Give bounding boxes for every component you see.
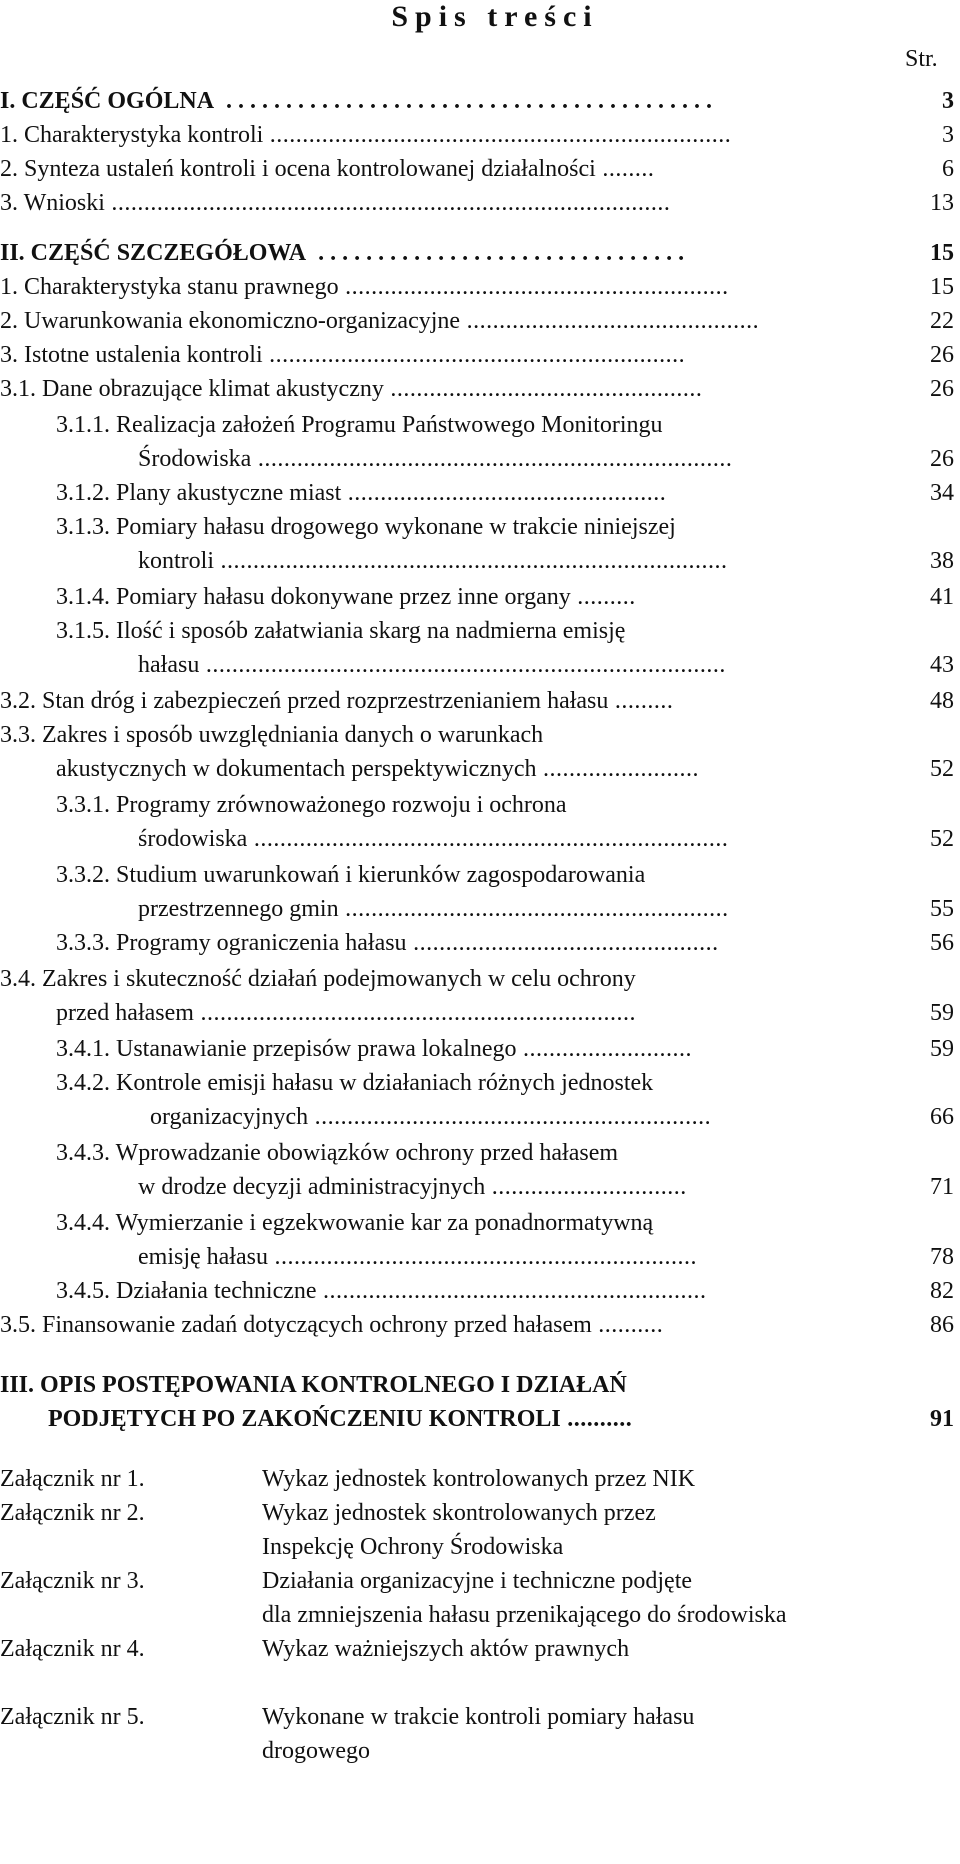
toc-entry bbox=[0, 338, 870, 372]
toc-entry bbox=[56, 614, 876, 648]
toc-entry-label: 3. Istotne ustalenia kontroli bbox=[0, 342, 263, 368]
toc-entry bbox=[0, 372, 870, 406]
toc-page-number: 43 bbox=[930, 652, 954, 678]
toc-page-number: 86 bbox=[930, 1312, 954, 1338]
toc-entry bbox=[0, 1368, 890, 1402]
toc-entry-label: przed hałasem bbox=[56, 1000, 194, 1026]
toc-entry-label: 3.1.3. Pomiary hałasu drogowego wykonane w trakcie niniejszej bbox=[56, 514, 676, 540]
toc-entry-label: środowiska bbox=[138, 826, 248, 852]
toc-entry bbox=[0, 118, 870, 152]
toc-entry bbox=[138, 442, 870, 476]
toc-entry bbox=[0, 152, 870, 186]
toc-leader-dots: ......................................... bbox=[214, 88, 719, 114]
toc-leader-dots: ......... bbox=[570, 584, 636, 610]
toc-page-number: 52 bbox=[930, 756, 954, 782]
toc-entry-label: 3.4.2. Kontrole emisji hałasu w działaniach różnych jednostek bbox=[56, 1070, 654, 1096]
attachment-description: Działania organizacyjne i techniczne podjęte bbox=[262, 1568, 693, 1594]
toc-entry-label: 3.1.5. Ilość i sposób załatwiania skarg na nadmierna emisję bbox=[56, 618, 626, 644]
toc-entry bbox=[56, 996, 870, 1030]
toc-entry bbox=[0, 186, 870, 220]
toc-entry bbox=[138, 892, 870, 926]
toc-entry bbox=[0, 962, 880, 996]
toc-entry-label: 3.4. Zakres i skuteczność działań podejmowanych w celu ochrony bbox=[0, 966, 636, 992]
toc-page-number: 22 bbox=[930, 308, 954, 334]
toc-page-number: 15 bbox=[930, 240, 954, 266]
toc-entry-label: 3.2. Stan dróg i zabezpieczeń przed rozprzestrzenianiem hałasu bbox=[0, 688, 609, 714]
toc-page-number: 13 bbox=[930, 190, 954, 216]
toc-leader-dots: .............................. bbox=[485, 1174, 687, 1200]
toc-entry-label: 3.1.4. Pomiary hałasu dokonywane przez inne organy bbox=[56, 584, 571, 610]
toc-entry-label: III. OPIS POSTĘPOWANIA KONTROLNEGO I DZIAŁAŃ bbox=[0, 1372, 627, 1398]
toc-entry bbox=[0, 718, 870, 752]
toc-entry-label: 3.3.1. Programy zrównoważonego rozwoju i ochrona bbox=[56, 792, 567, 818]
toc-entry-label: 3.3.2. Studium uwarunkowań i kierunków zagospodarowania bbox=[56, 862, 646, 888]
toc-entry bbox=[56, 1206, 876, 1240]
attachment-label: Załącznik nr 2. bbox=[0, 1500, 145, 1526]
toc-entry-label: 3.3.3. Programy ograniczenia hałasu bbox=[56, 930, 407, 956]
toc-entry-label: 2. Synteza ustaleń kontroli i ocena kontrolowanej działalności bbox=[0, 156, 596, 182]
toc-page-number: 48 bbox=[930, 688, 954, 714]
toc-entry-label: emisję hałasu bbox=[138, 1244, 268, 1270]
toc-entry-label: 3. Wnioski bbox=[0, 190, 105, 216]
attachment-label: Załącznik nr 5. bbox=[0, 1704, 145, 1730]
toc-leader-dots: ...................................................................................... bbox=[104, 190, 671, 216]
toc-entry-label: 3.1.2. Plany akustyczne miast bbox=[56, 480, 342, 506]
toc-entry-label: przestrzennego gmin bbox=[138, 896, 339, 922]
toc-entry-label: hałasu bbox=[138, 652, 200, 678]
toc-entry bbox=[150, 1100, 870, 1134]
toc-entry-label: I. CZĘŚĆ OGÓLNA bbox=[0, 88, 215, 114]
toc-page-number: 26 bbox=[930, 446, 954, 472]
toc-page-number: 26 bbox=[930, 376, 954, 402]
attachment-label: Załącznik nr 1. bbox=[0, 1466, 145, 1492]
toc-page-number: 59 bbox=[930, 1000, 954, 1026]
toc-entry bbox=[56, 752, 870, 786]
attachment-description: Wykaz jednostek kontrolowanych przez NIK bbox=[262, 1466, 696, 1492]
toc-entry bbox=[0, 84, 870, 118]
toc-page-number: 3 bbox=[942, 88, 954, 114]
toc-leader-dots: .......... bbox=[560, 1406, 633, 1432]
toc-entry bbox=[0, 236, 870, 270]
toc-entry bbox=[56, 1066, 876, 1100]
page-column-header: Str. bbox=[905, 46, 938, 72]
toc-leader-dots: ......................................................................... bbox=[247, 826, 729, 852]
toc-entry-label: 1. Charakterystyka stanu prawnego bbox=[0, 274, 339, 300]
toc-page-number: 41 bbox=[930, 584, 954, 610]
toc-entry bbox=[56, 926, 870, 960]
toc-entry-label: organizacyjnych bbox=[150, 1104, 309, 1130]
toc-page-number: 91 bbox=[930, 1406, 954, 1432]
toc-entry-label: 3.4.1. Ustanawianie przepisów prawa lokalnego bbox=[56, 1036, 517, 1062]
attachment-description: Wykaz ważniejszych aktów prawnych bbox=[262, 1636, 630, 1662]
toc-entry-label: Środowiska bbox=[138, 446, 252, 472]
toc-entry-label: 3.1.1. Realizacja założeń Programu Państwowego Monitoringu bbox=[56, 412, 663, 438]
attachment-description: drogowego bbox=[262, 1738, 370, 1764]
toc-leader-dots: ........................ bbox=[536, 756, 700, 782]
toc-entry bbox=[56, 580, 870, 614]
toc-leader-dots: ............................................. bbox=[460, 308, 760, 334]
toc-page-number: 26 bbox=[930, 342, 954, 368]
toc-page-number: 34 bbox=[930, 480, 954, 506]
toc-leader-dots: ....................................................................... bbox=[263, 122, 732, 148]
toc-leader-dots: ......................................................................... bbox=[251, 446, 733, 472]
toc-page-number: 15 bbox=[930, 274, 954, 300]
toc-page-number: 55 bbox=[930, 896, 954, 922]
toc-leader-dots: ........................................................... bbox=[338, 274, 729, 300]
toc-entry bbox=[138, 544, 870, 578]
document-title: Spis treści bbox=[391, 0, 599, 33]
toc-entry-label: 3.4.3. Wprowadzanie obowiązków ochrony przed hałasem bbox=[56, 1140, 619, 1166]
toc-entry-label: PODJĘTYCH PO ZAKOŃCZENIU KONTROLI bbox=[48, 1406, 561, 1432]
toc-leader-dots: ........................................................... bbox=[338, 896, 729, 922]
toc-entry bbox=[138, 822, 870, 856]
toc-entry-label: 3.4.5. Działania techniczne bbox=[56, 1278, 317, 1304]
toc-entry bbox=[48, 1402, 870, 1436]
toc-leader-dots: ................................................................. bbox=[267, 1244, 697, 1270]
toc-leader-dots: ......... bbox=[608, 688, 674, 714]
toc-entry-label: 1. Charakterystyka kontroli bbox=[0, 122, 264, 148]
toc-page-number: 38 bbox=[930, 548, 954, 574]
attachment-label: Załącznik nr 3. bbox=[0, 1568, 145, 1594]
attachment-label: Załącznik nr 4. bbox=[0, 1636, 145, 1662]
toc-page-number: 3 bbox=[942, 122, 954, 148]
toc-entry bbox=[0, 1308, 870, 1342]
toc-leader-dots: ............................................................. bbox=[308, 1104, 712, 1130]
toc-page-number: 52 bbox=[930, 826, 954, 852]
toc-page-number: 71 bbox=[930, 1174, 954, 1200]
toc-entry-label: kontroli bbox=[138, 548, 214, 574]
toc-entry bbox=[56, 408, 876, 442]
toc-entry-label: 3.4.4. Wymierzanie i egzekwowanie kar za ponadnormatywną bbox=[56, 1210, 654, 1236]
toc-leader-dots: ................................................ bbox=[383, 376, 703, 402]
toc-entry bbox=[0, 304, 870, 338]
toc-entry bbox=[56, 1136, 876, 1170]
toc-page-number: 78 bbox=[930, 1244, 954, 1270]
attachment-description: Wykonane w trakcie kontroli pomiary hałasu bbox=[262, 1704, 695, 1730]
toc-leader-dots: ................................................................................ bbox=[199, 652, 726, 678]
toc-leader-dots: ............................................... bbox=[406, 930, 719, 956]
toc-leader-dots: ................................................. bbox=[341, 480, 667, 506]
toc-entry bbox=[0, 684, 870, 718]
toc-page-number: 59 bbox=[930, 1036, 954, 1062]
attachment-description: Inspekcję Ochrony Środowiska bbox=[262, 1534, 564, 1560]
toc-leader-dots: ................................................................... bbox=[193, 1000, 636, 1026]
toc-entry-label: w drodze decyzji administracyjnych bbox=[138, 1174, 486, 1200]
toc-leader-dots: .......... bbox=[591, 1312, 664, 1338]
toc-entry bbox=[56, 1274, 870, 1308]
toc-entry bbox=[56, 476, 870, 510]
toc-entry bbox=[56, 510, 876, 544]
toc-page-number: 82 bbox=[930, 1278, 954, 1304]
toc-page-number: 66 bbox=[930, 1104, 954, 1130]
toc-entry bbox=[56, 858, 876, 892]
toc-leader-dots: .......................... bbox=[516, 1036, 693, 1062]
toc-entry-label: 3.5. Finansowanie zadań dotyczących ochrony przed hałasem bbox=[0, 1312, 592, 1338]
toc-entry-label: akustycznych w dokumentach perspektywicznych bbox=[56, 756, 537, 782]
toc-leader-dots: ........................................................... bbox=[316, 1278, 707, 1304]
toc-leader-dots: ................................................................ bbox=[262, 342, 686, 368]
toc-entry-label: 3.3. Zakres i sposób uwzględniania danych o warunkach bbox=[0, 722, 544, 748]
toc-leader-dots: .............................................................................. bbox=[214, 548, 728, 574]
toc-entry bbox=[0, 270, 870, 304]
toc-entry bbox=[138, 1170, 870, 1204]
toc-page-number: 6 bbox=[942, 156, 954, 182]
toc-leader-dots: ........ bbox=[595, 156, 655, 182]
toc-leader-dots: ............................... bbox=[306, 240, 691, 266]
toc-entry bbox=[56, 788, 876, 822]
toc-entry bbox=[138, 648, 870, 682]
toc-entry bbox=[56, 1032, 870, 1066]
toc-entry bbox=[138, 1240, 870, 1274]
toc-entry-label: 3.1. Dane obrazujące klimat akustyczny bbox=[0, 376, 384, 402]
attachment-description: Wykaz jednostek skontrolowanych przez bbox=[262, 1500, 656, 1526]
toc-entry-label: II. CZĘŚĆ SZCZEGÓŁOWA bbox=[0, 240, 307, 266]
attachment-description: dla zmniejszenia hałasu przenikającego do środowiska bbox=[262, 1602, 787, 1628]
toc-page-number: 56 bbox=[930, 930, 954, 956]
toc-entry-label: 2. Uwarunkowania ekonomiczno-organizacyjne bbox=[0, 308, 461, 334]
